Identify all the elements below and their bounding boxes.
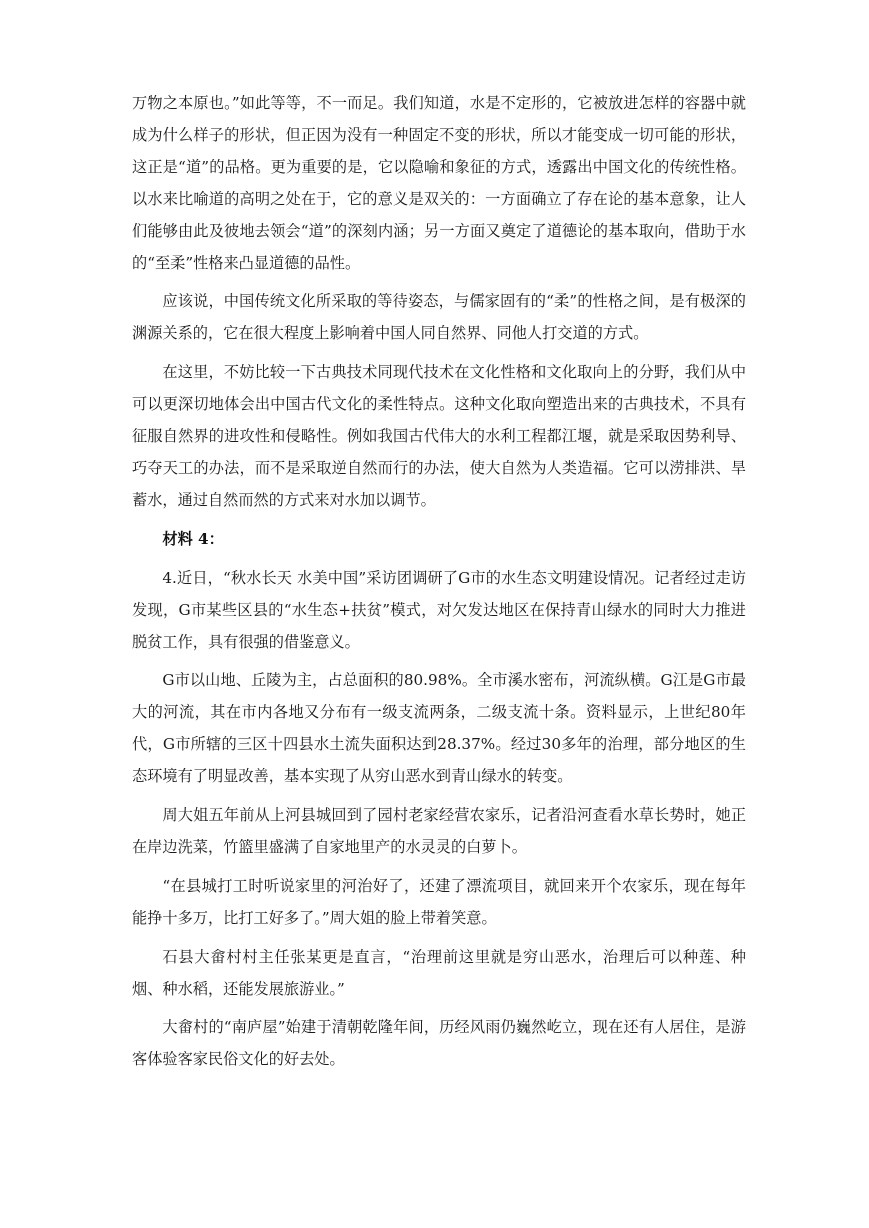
paragraph-sister-zhou: 周大姐五年前从上河县城回到了园村老家经营农家乐，记者沿河查看水草长势时，她正在岸边洗菜，竹篮里盛满了自家地里产的水灵灵的白萝卜。 bbox=[132, 806, 746, 856]
section-heading-material-4: 材料 4： bbox=[162, 529, 224, 548]
paragraph-g-city-geography: G市以山地、丘陵为主，占总面积的80.98%。全市溪水密布，河流纵横。G江是G市最大的河流，其在市内各地又分布有一级支流两条，二级支流十条。资料显示，上世纪80年代，G市所辖的三区十四县水土流失面积达到28.37%。经过30多年的治理，部分地区的生态环境有了明显改善，基本实现了从穷山恶水到青山绿水的转变。 bbox=[132, 671, 746, 786]
paragraph-waiting-posture: 应该说，中国传统文化所采取的等待姿态，与儒家固有的“柔”的性格之间，是有极深的渊源关系的，它在很大程度上影响着中国人同自然界、同他人打交道的方式。 bbox=[132, 292, 746, 343]
paragraph-spacer bbox=[132, 793, 746, 800]
paragraph-zhou-quote: “在县城打工时听说家里的河治好了，还建了漂流项目，就回来开个农家乐，现在每年能挣十多万，比打工好多了。”周大姐的脸上带着笑意。 bbox=[132, 876, 746, 927]
paragraph-dao-water: 万物之本原也。”如此等等，不一而足。我们知道，水是不定形的，它被放进怎样的容器中就成为什么样子的形状，但正因为没有一种固定不变的形状，所以才能变成一切可能的形状，这正是“道”的品格。更为重要的是，它以隐喻和象征的方式，透露出中国文化的传统性格。以水来比喻道的高明之处在于，它的意义是双关的：一方面确立了存在论的基本意象，让人们能够由此及彼地去领会“道”的深刻内涵；另一方面又奠定了道德论的基本取向，借助于水的“至柔”性格来凸显道德的品性。 bbox=[132, 94, 746, 272]
paragraph-spacer bbox=[132, 864, 746, 871]
paragraph-g-city-intro: 4.近日，“秋水长天 水美中国”采访团调研了G市的水生态文明建设情况。记者经过走访发现，G市某些区县的“水生态+扶贫”模式，对欠发达地区在保持青山绿水的同时大力推进脱贫工作，具有很强的借鉴意义。 bbox=[132, 568, 746, 651]
paragraph-spacer bbox=[132, 350, 746, 357]
paragraph-nanlu-house: 大畲村的“南庐屋”始建于清朝乾隆年间，历经风雨仍巍然屹立，现在还有人居住，是游客体验客家民俗文化的好去处。 bbox=[132, 1018, 746, 1069]
paragraph-spacer bbox=[132, 935, 746, 942]
paragraph-spacer bbox=[132, 556, 746, 563]
paragraph-spacer bbox=[132, 1005, 746, 1012]
paragraph-village-chief: 石县大畲村村主任张某更是直言，“治理前这里就是穷山恶水，治理后可以种莲、种烟、种水稻，还能发展旅游业。” bbox=[132, 947, 746, 998]
paragraph-spacer bbox=[132, 517, 746, 524]
paragraph-spacer bbox=[132, 279, 746, 286]
document-body bbox=[132, 88, 746, 1076]
paragraph-spacer bbox=[132, 658, 746, 665]
paragraph-classical-technology: 在这里，不妨比较一下古典技术同现代技术在文化性格和文化取向上的分野，我们从中可以更深切地体会出中国古代文化的柔性特点。这种文化取向塑造出来的古典技术，不具有征服自然界的进攻性和侵略性。例如我国古代伟大的水利工程都江堰，就是采取因势利导、巧夺天工的办法，而不是采取逆自然而行的办法，使大自然为人类造福。它可以涝排洪、旱蓄水，通过自然而然的方式来对水加以调节。 bbox=[132, 363, 746, 509]
